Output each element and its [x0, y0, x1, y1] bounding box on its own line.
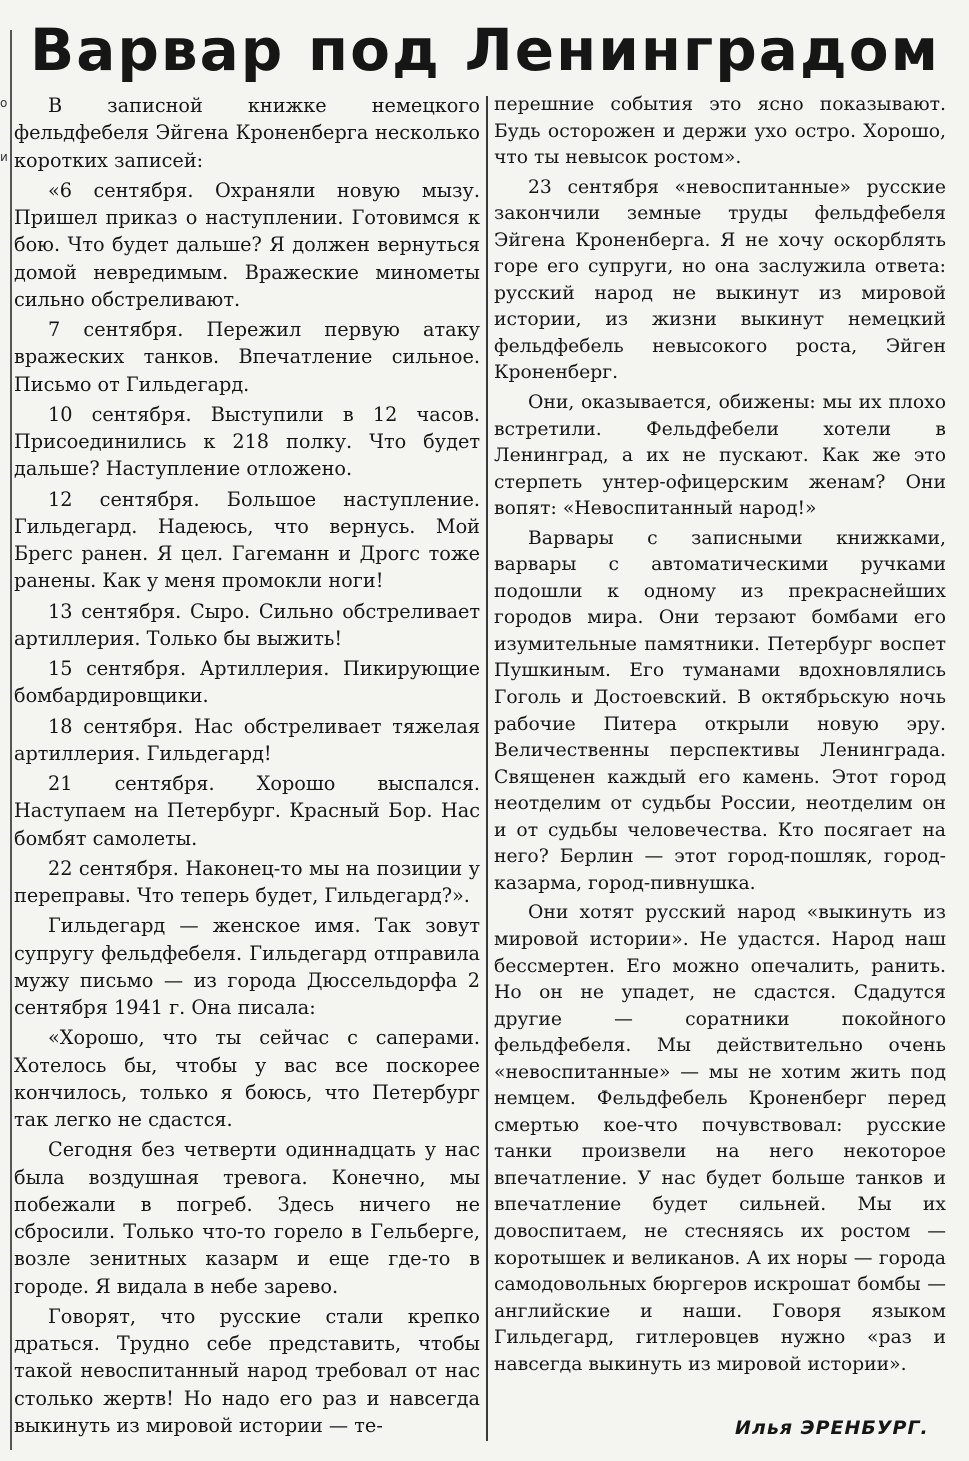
diary-entry: 21 сентября. Хорошо выспался. Наступаем на Петербург. Красный Бор. Нас бомбят самолеты. — [14, 772, 480, 850]
margin-fragment: о — [0, 96, 8, 110]
headline-word: Варвар — [30, 16, 285, 84]
headline-word: под — [308, 16, 441, 84]
diary-entry: 15 сентября. Артиллерия. Пикирующие бомбардировщики. — [14, 657, 480, 708]
paragraph: Они хотят русский народ «выкинуть из мировой истории». Не удастся. Народ наш бессмертен. Его можно опечалить, ранить. Но он не упадет, не сдастся. Сдадутся другие — соратники покойного фельдфебеля. Мы действительно очень «невоспитанные» — мы не хотим жить под немцем. Фельдфебель Кроненберг перед смертью кое-что почувствовал: русские танки произвели на него некоторое впечатление. У нас будет больше танков и впечатление будет сильней. Мы их довоспитаем, не стесняясь их ростом — коротышек и великанов. А их норы — города самодовольных бюргеров искрошат бомбы — английские и наши. Говоря языком Гильдегард, гитлеровцев нужно «раз и навсегда выкинуть из мировой истории». — [494, 902, 946, 1375]
diary-entry: 13 сентября. Сыро. Сильно обстреливает артиллерия. Только бы выжить! — [14, 599, 480, 650]
left-margin-rule — [10, 30, 12, 1450]
right-column — [494, 92, 946, 1381]
article-headline — [30, 8, 940, 92]
diary-entry: 12 сентября. Большое наступление. Гильдегард. Надеюсь, что вернусь. Мой Брегс ранен. Я цел. Гагеманн и Дрогс тоже ранены. Как у меня промокли ноги! — [14, 487, 480, 593]
paragraph: 23 сентября «невоспитанные» русские закончили земные труды фельдфебеля Эйгена Кроненберга. Я не хочу оскорблять горе его супруги, но она заслужила ответа: русский народ не выкинут из мировой истории, из жизни выкинут немецкий фельдфебель невысокого роста, Эйген Кроненберг. — [494, 176, 946, 384]
letter-continuation: перешние события это ясно показывают. Будь осторожен и держи ухо остро. Хорошо, что ты невысок ростом». — [494, 94, 946, 169]
paragraph: В записной книжке немецкого фельдфебеля Эйгена Кроненберга несколько коротких записей: — [14, 94, 480, 172]
diary-entry: 22 сентября. Наконец-то мы на позиции у переправы. Что теперь будет, Гильдегард?». — [14, 856, 480, 907]
diary-entry: 10 сентября. Выступили в 12 часов. Присоединились к 218 полку. Что будет дальше? Наступление отложено. — [14, 402, 480, 481]
diary-entry: «6 сентября. Охраняли новую мызу. Пришел приказ о наступлении. Готовимся к бою. Что будет дальше? Я должен вернуться домой невредимым. Вражеские минометы сильно обстреливают. — [14, 178, 480, 311]
paragraph: Варвары с записными книжками, варвары с автоматическими ручками подошли к одному из прекраснейших городов мира. Они терзают бомбами его изумительные памятники. Петербург воспет Пушкиным. Его туманами вдохновлялись Гоголь и Достоевский. В октябрьскую ночь рабочие Питера открыли новую эру. Величественны перспективы Ленинграда. Священен каждый его камень. Этот город неотделим от судьбы России, неотделим он и от судьбы человечества. Кто посягает на него? Берлин — этот город-пошляк, город-казарма, город-пивнушка. — [494, 527, 946, 894]
column-divider — [486, 96, 488, 1441]
letter-paragraph: Говорят, что русские стали крепко драться. Трудно себе представить, чтобы такой невоспитанный народ требовал от нас столько жертв! Но надо его раз и навсегда выкинуть из мировой истории — те- — [14, 1304, 480, 1437]
left-column — [14, 92, 480, 1442]
letter-paragraph: «Хорошо, что ты сейчас с саперами. Хотелось бы, чтобы у вас все поскорее кончилось, только я боюсь, что Петербург так легко не сдастся. — [14, 1026, 480, 1131]
paragraph: Гильдегард — женское имя. Так зовут супругу фельдфебеля. Гильдегард отправила мужу письмо — из города Дюссельдорфа 2 сентября 1941 г. Она писала: — [14, 914, 480, 1019]
author-signature: Илья ЭРЕНБУРГ. — [735, 1417, 929, 1439]
diary-entry: 18 сентября. Нас обстреливает тяжелая артиллерия. Гильдегард! — [14, 714, 480, 765]
headline-word: Ленинградом — [464, 16, 940, 84]
letter-paragraph: Сегодня без четверти одиннадцать у нас была воздушная тревога. Конечно, мы побежали в погреб. Здесь ничего не сбросили. Только что-то горело в Гельберге, возле зенитных казарм и еще где-то в городе. Я видала в небе зарево. — [14, 1138, 480, 1298]
margin-fragment: и — [0, 150, 8, 164]
paragraph: Они, оказывается, обижены: мы их плохо встретили. Фельдфебели хотели в Ленинград, а их не пускают. Как же это стерпеть унтер-офицерским женам? Они вопят: «Невоспитанный народ!» — [494, 392, 946, 520]
diary-entry: 7 сентября. Пережил первую атаку вражеских танков. Впечатление сильное. Письмо от Гильдегард. — [14, 318, 480, 396]
